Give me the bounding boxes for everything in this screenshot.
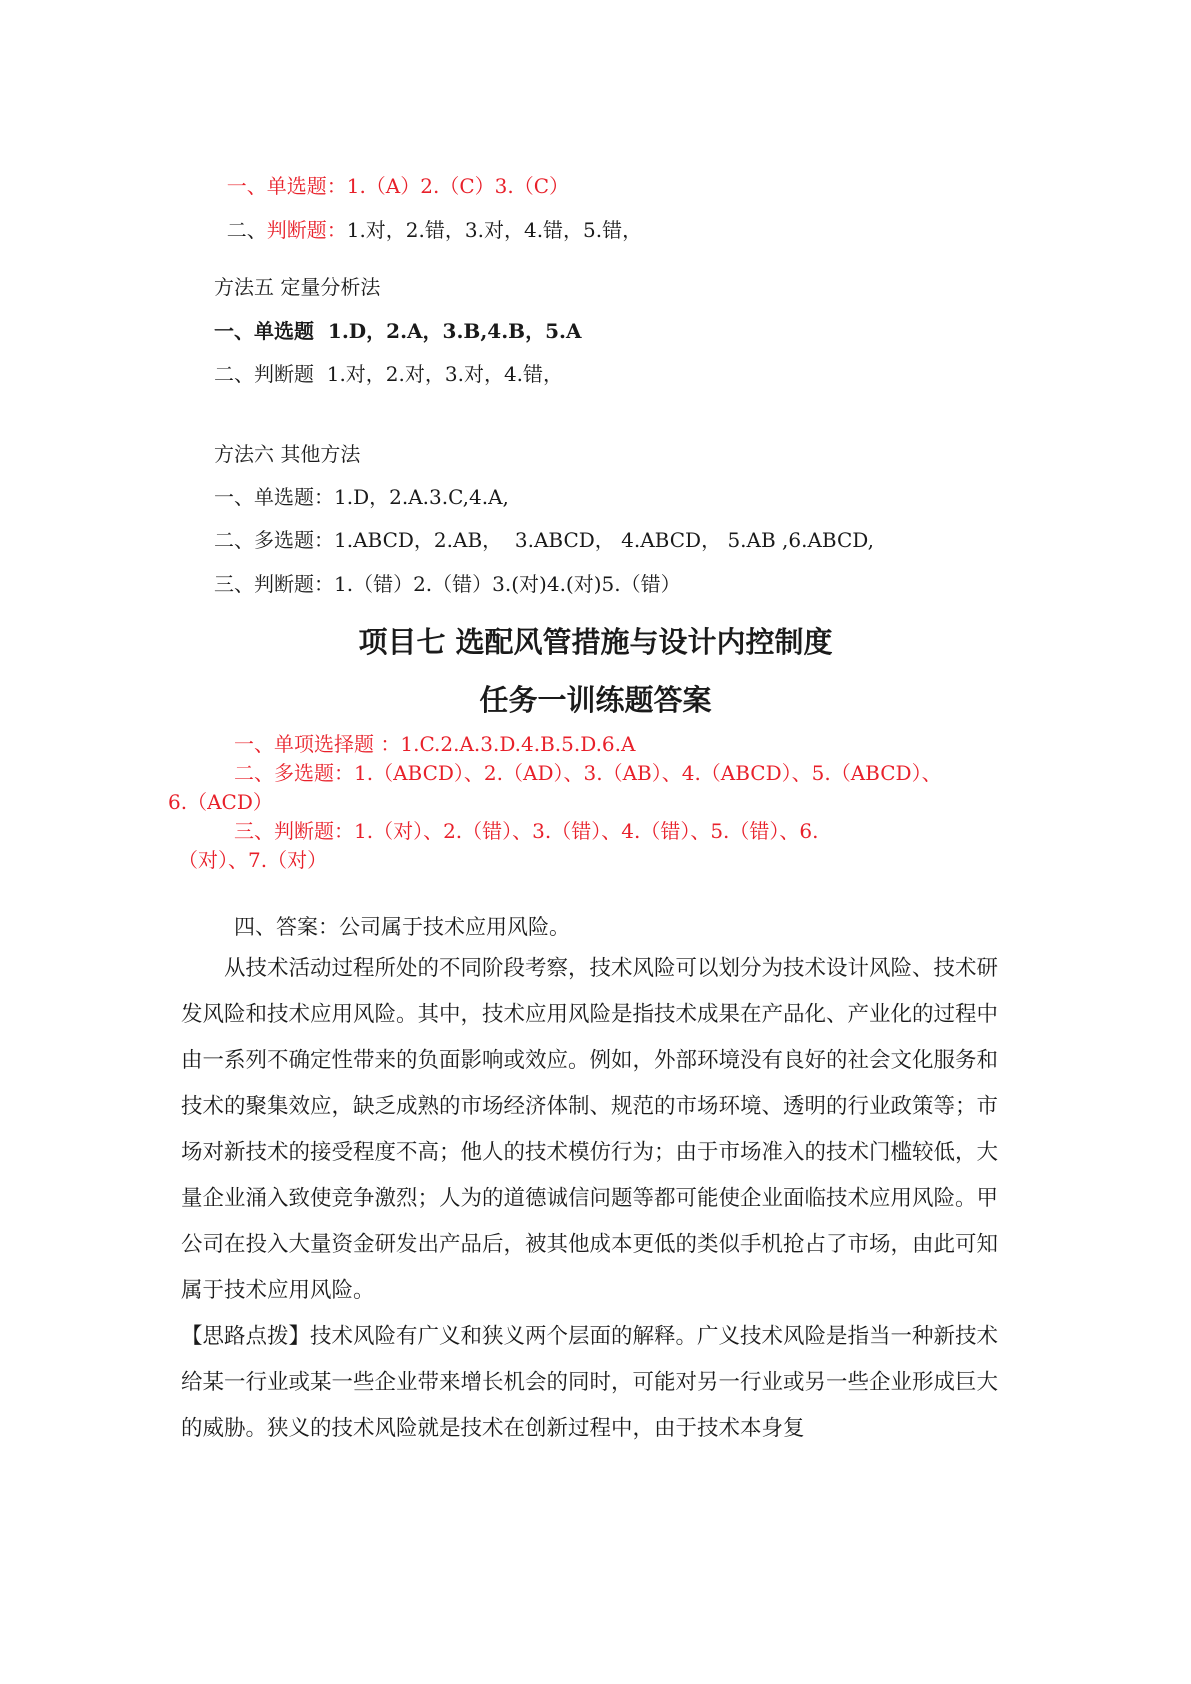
prev-judge-line <box>214 185 642 245</box>
task1-judge-line1: 三、判断题：1.（对）、2.（错）、3.（错）、4.（错）、5.（错）、6. <box>234 819 819 843</box>
paragraph-analysis: 从技术活动过程所处的不同阶段考察，技术风险可以划分为技术设计风险、技术研发风险和技术应用风险。其中，技术应用风险是指技术成果在产品化、产业化的过程中由一系列不确定性带来的负面影响或效应。例如，外部环境没有良好的社会文化服务和技术的聚集效应，缺乏成熟的市场经济体制、规范的市场环境、透明的行业政策等；市场对新技术的接受程度不高；他人的技术模仿行为；由于市场准入的技术门槛较低，大量企业涌入致使竞争激烈；人为的道德诚信问题等都可能使企业面临技术应用风险。甲公司在投入大量资金研发出产品后，被其他成本更低的类似手机抢占了市场，由此可知属于技术应用风险。 <box>181 956 999 1303</box>
method5-single: 一、单选题 1.D，2.A，3.B,4.B，5.A <box>214 319 582 343</box>
task1-single: 一、单项选择题 ：1.C.2.A.3.D.4.B.5.D.6.A <box>234 732 636 756</box>
task1-multi-line1: 二、多选题：1.（ABCD）、2.（AD）、3.（AB）、4.（ABCD）、5.（ABCD）、 <box>234 761 942 785</box>
method6-heading: 方法六 其他方法 <box>214 442 361 466</box>
prev-judge-prefix: 二、 <box>226 218 267 242</box>
method5-judge: 二、判断题 1.对，2.对，3.对，4.错， <box>214 362 564 386</box>
method6-judge: 三、判断题：1.（错）2.（错）3.(对)4.(对)5.（错） <box>214 572 681 596</box>
method6-multi: 二、多选题：1.ABCD，2.AB， 3.ABCD， 4.ABCD， 5.AB ,6.ABCD, <box>214 528 874 552</box>
paragraph-hint: 【思路点拨】技术风险有广义和狭义两个层面的解释。广义技术风险是指当一种新技术给某一行业或某一些企业带来增长机会的同时，可能对另一行业或另一些企业形成巨大的威胁。狭义的技术风险就是技术在创新过程中，由于技术本身复 <box>181 1324 999 1441</box>
task1-judge-line2: （对）、7.（对） <box>178 848 328 872</box>
task1-multi-line2: 6.（ACD） <box>168 790 273 814</box>
task1-answer4: 四、答案：公司属于技术应用风险。 <box>234 915 570 939</box>
project-subtitle: 任务一训练题答案 <box>479 683 712 717</box>
prev-single-answers: 1.（A）2.（C）3.（C） <box>346 174 570 198</box>
prev-single-label: 一、单选题： <box>226 174 347 198</box>
prev-judge-label: 判断题： <box>266 218 347 242</box>
body-text <box>181 946 1019 1452</box>
project-title: 项目七 选配风管措施与设计内控制度 <box>358 625 833 659</box>
prev-judge-answers: 1.对，2.错，3.对，4.错，5.错， <box>346 218 643 242</box>
method6-single: 一、单选题：1.D，2.A.3.C,4.A, <box>214 485 509 509</box>
method5-heading: 方法五 定量分析法 <box>214 275 381 299</box>
